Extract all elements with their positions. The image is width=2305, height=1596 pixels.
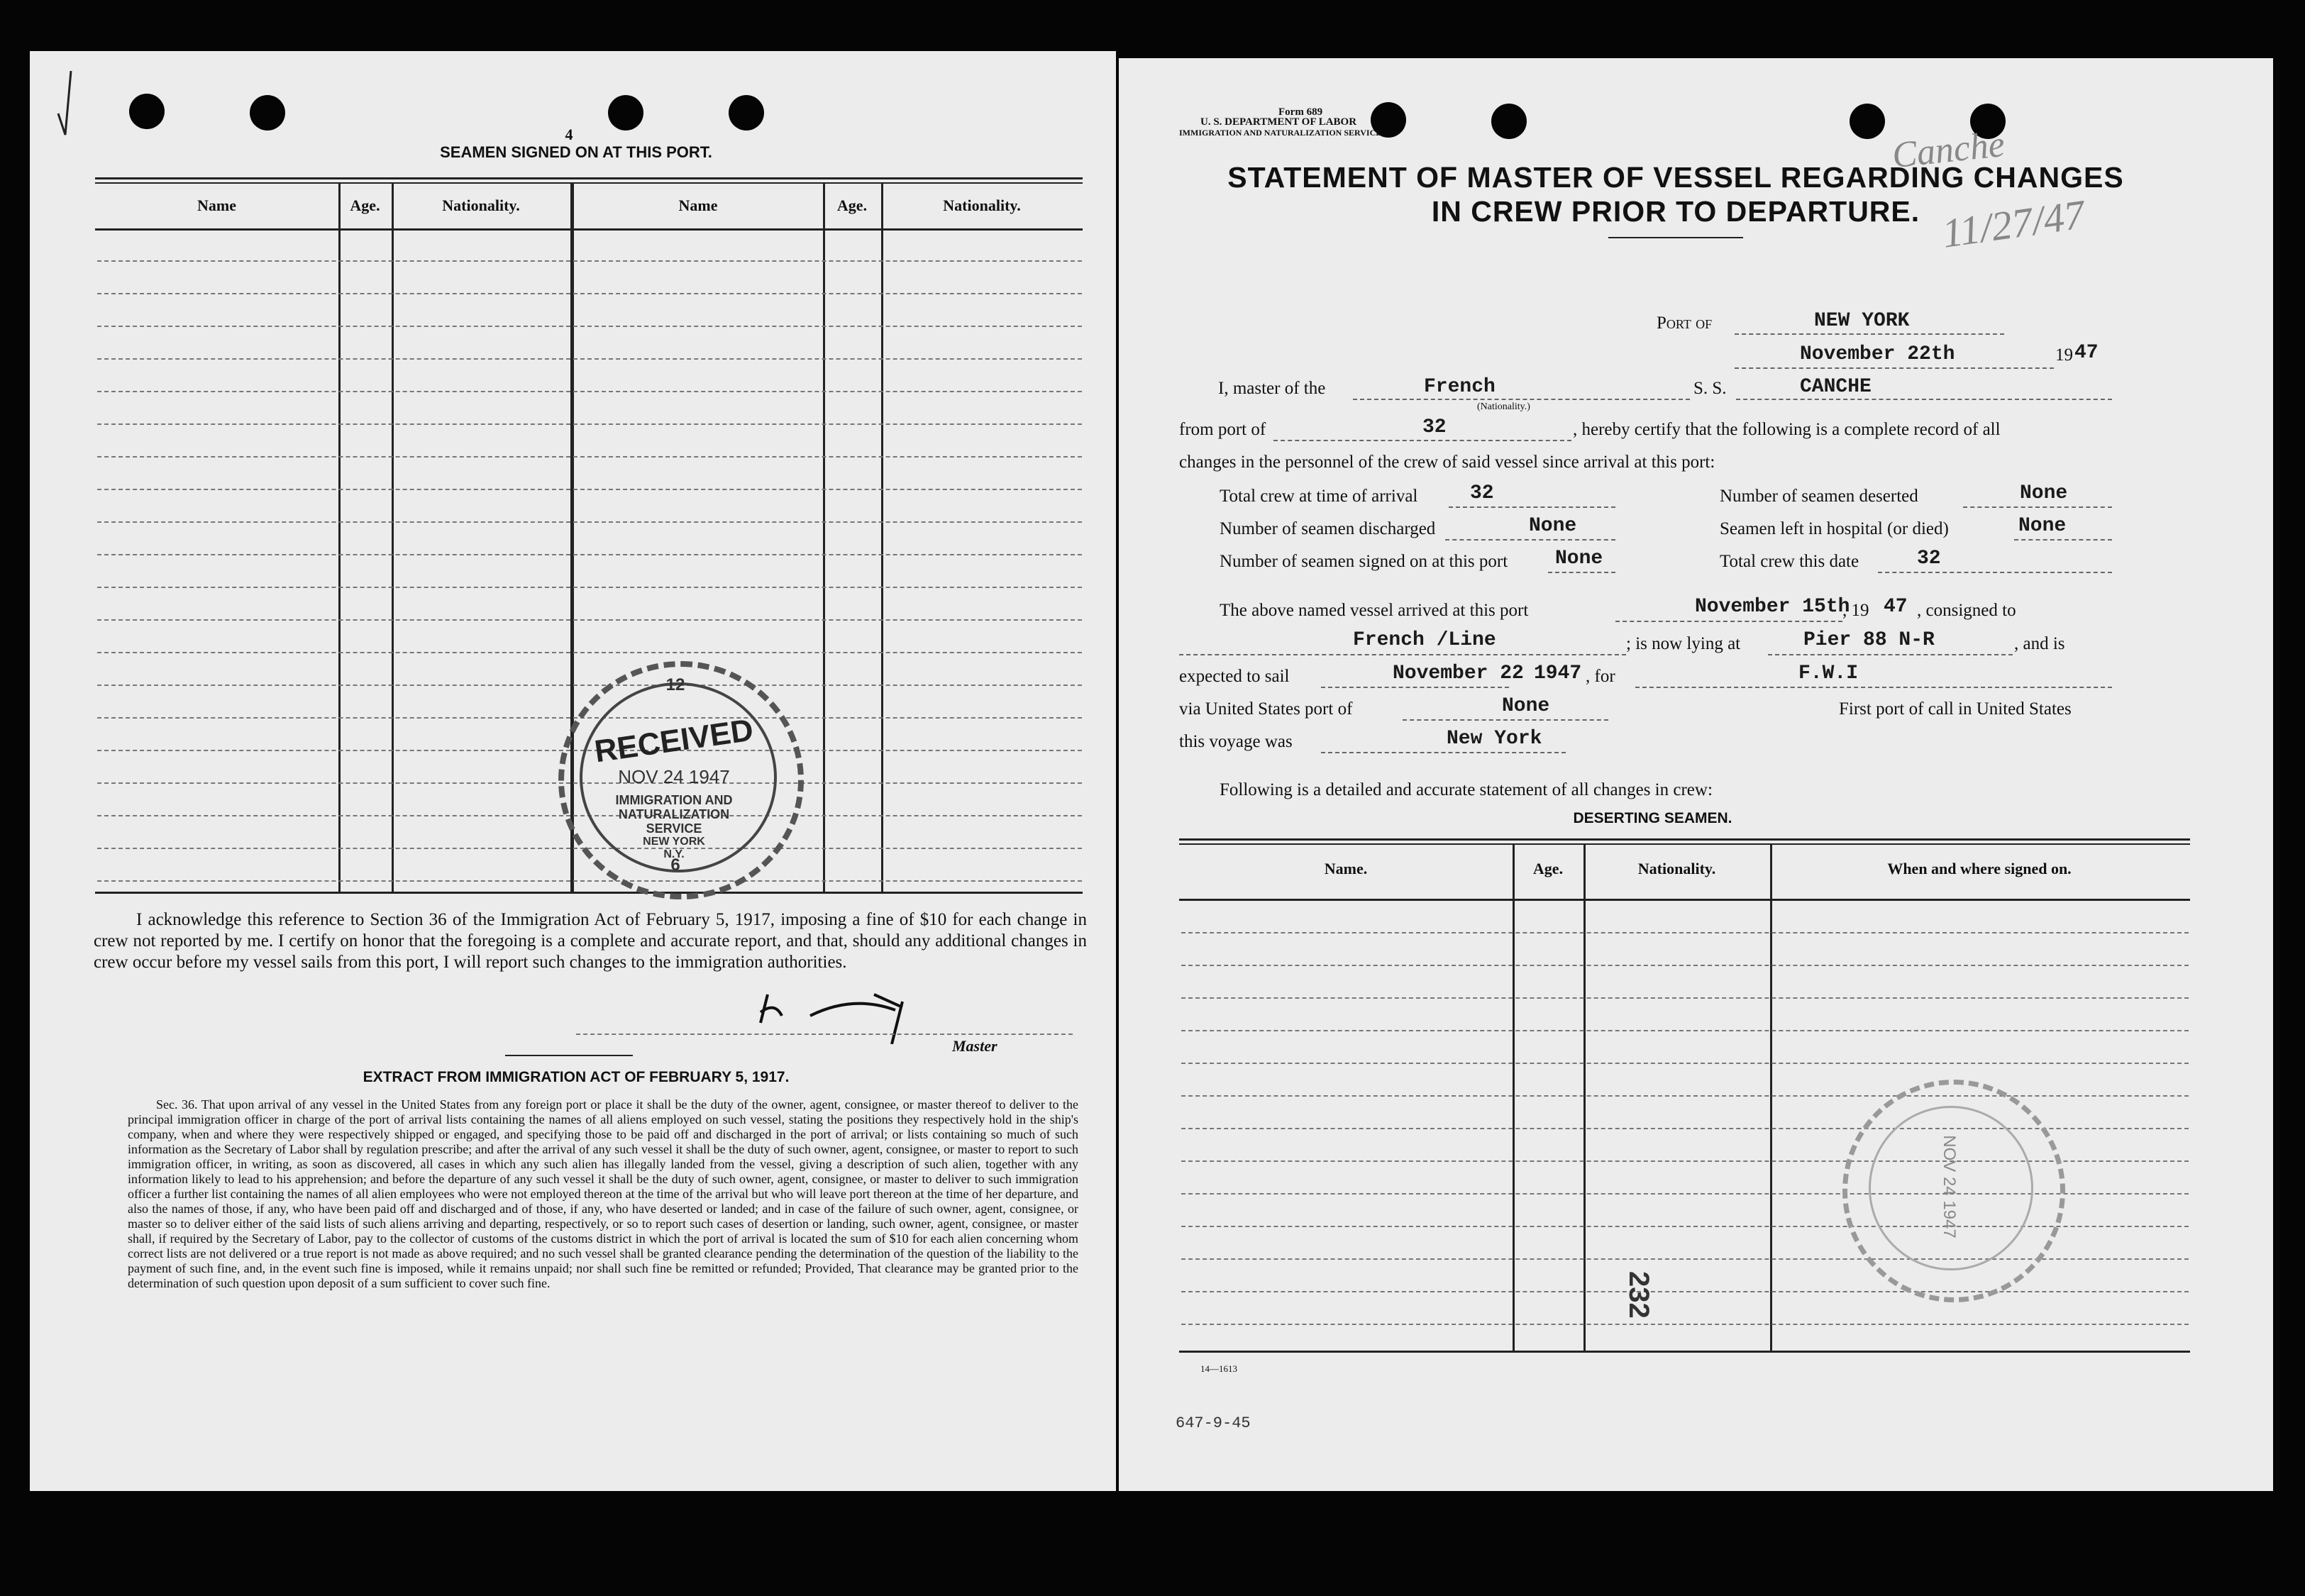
table-top-rule: [1179, 843, 2190, 845]
via-line: [1403, 719, 1608, 721]
discharged-line: [1445, 539, 1615, 541]
table-row: [1181, 1030, 2189, 1031]
table-row: [1181, 1095, 2189, 1097]
table-header-rule: [95, 228, 1083, 231]
dept-line2: IMMIGRATION AND NATURALIZATION SERVICE: [1179, 128, 1382, 138]
certify-text: , hereby certify that the following is a complete record of all: [1573, 420, 2001, 439]
from-port-value: 32: [1422, 416, 1447, 438]
table-row: [1181, 1063, 2189, 1064]
punch-hole: [129, 94, 165, 129]
punch-hole: [1850, 104, 1885, 139]
table-row: [97, 293, 1082, 294]
port-label: Port of: [1657, 314, 1713, 333]
header-nationality: Nationality.: [442, 196, 520, 214]
table-row: [97, 587, 1082, 588]
pier-value: Pier 88 N-R: [1803, 629, 1935, 651]
header-age: Age.: [836, 196, 868, 214]
left-page: [30, 51, 1116, 1491]
punch-hole: [250, 95, 285, 131]
divider: [505, 1055, 633, 1056]
table-row: [1181, 932, 2189, 933]
scan-margin-mark: [50, 64, 78, 142]
table-top-rule: [95, 177, 1083, 179]
master-prefix: I, master of the: [1218, 379, 1326, 398]
stamp-line: NEW YORK: [643, 836, 705, 848]
table-row: [1181, 1291, 2189, 1292]
stamp-clock-bottom: 6: [670, 855, 680, 875]
discharged-label: Number of seamen discharged: [1220, 519, 1436, 538]
column-divider: [1513, 843, 1515, 1351]
deserted-line: [1963, 506, 2112, 508]
table-row: [97, 880, 1082, 882]
stamp-received: RECEIVED: [592, 712, 756, 770]
section-title: SEAMEN SIGNED ON AT THIS PORT.: [440, 143, 712, 161]
table-row: [1181, 1324, 2189, 1325]
header-nationality: Nationality.: [1637, 860, 1716, 877]
via-label: via United States port of: [1179, 699, 1353, 719]
destination-value: F.W.I: [1798, 663, 1859, 685]
arrived-year-prefix: , 19: [1842, 601, 1869, 620]
following-text: Following is a detailed and accurate statement of all changes in crew:: [1220, 780, 1713, 799]
discharged-value: None: [1529, 515, 1577, 537]
column-divider: [338, 182, 341, 892]
first-port-label: First port of call in United States: [1839, 699, 2072, 719]
header-nationality: Nationality.: [943, 196, 1021, 214]
hospital-label: Seamen left in hospital (or died): [1720, 519, 1949, 538]
and-is-label: , and is: [2014, 634, 2065, 653]
changes-text: changes in the personnel of the crew of said vessel since arrival at this port:: [1179, 453, 1715, 472]
port-line: [1735, 333, 2004, 335]
table-row: [97, 652, 1082, 653]
column-divider: [1583, 843, 1586, 1351]
total-arrival-value: 32: [1470, 482, 1494, 504]
stamp-date: NOV 24 1947: [618, 766, 730, 787]
port-value: NEW YORK: [1814, 310, 1910, 332]
handwritten-number: 232: [1623, 1271, 1654, 1319]
table-bottom-rule: [1179, 1351, 2190, 1353]
hospital-line: [2014, 539, 2112, 541]
arrived-value: November 15th: [1695, 596, 1850, 618]
dept-line1: U. S. DEPARTMENT OF LABOR: [1200, 116, 1357, 128]
master-label: Master: [952, 1037, 997, 1055]
table-row: [97, 554, 1082, 555]
form-number: Form 689: [1278, 106, 1323, 118]
table-row: [97, 260, 1082, 262]
handwritten-name: Canche: [1890, 123, 2007, 177]
deserted-label: Number of seamen deserted: [1720, 487, 1918, 506]
header-name: Name: [197, 196, 236, 214]
voyage-line: [1321, 752, 1566, 753]
column-divider: [823, 182, 825, 892]
acknowledgment-text: I acknowledge this reference to Section 36 of the Immigration Act of February 5, 1917, imposing a fine of $10 for each change in crew not reported by me. I certify on honor that the foregoing is a complete and accurate report, and that, should any additional changes in crew occur before my vessel sails from this port, I will report such changes to the immigration authorities.: [94, 910, 1087, 972]
handwritten-date: 11/27/47: [1939, 191, 2088, 257]
column-divider: [1770, 843, 1772, 1351]
table-bottom-rule: [95, 892, 1083, 894]
table-row: [1181, 997, 2189, 999]
bottom-code: 647-9-45: [1176, 1414, 1251, 1432]
table-row: [97, 358, 1082, 360]
date-value: November 22th: [1800, 343, 1955, 365]
arrived-year: 47: [1884, 596, 1908, 618]
deserted-value: None: [2020, 482, 2068, 504]
for-label: , for: [1586, 667, 1615, 686]
total-today-value: 32: [1917, 548, 1941, 570]
table-header-rule: [1179, 899, 2190, 901]
extract-title: EXTRACT FROM IMMIGRATION ACT OF FEBRUARY 5, 1917.: [363, 1069, 790, 1085]
ship-value: CANCHE: [1800, 376, 1872, 398]
sail-year-value: 1947: [1534, 663, 1582, 685]
stamp-line: IMMIGRATION AND: [615, 793, 733, 807]
year-prefix: 19: [2055, 345, 2073, 365]
destination-line: [1635, 687, 2112, 688]
form-title-line2: IN CREW PRIOR TO DEPARTURE.: [1431, 195, 1920, 228]
table-row: [97, 423, 1082, 425]
sail-date-line: [1321, 687, 1509, 688]
right-page: [1119, 58, 2273, 1491]
hospital-value: None: [2018, 515, 2067, 537]
arrived-label: The above named vessel arrived at this port: [1220, 601, 1529, 620]
year-value: 47: [2074, 342, 2099, 364]
received-stamp: [558, 661, 804, 899]
extract-text: Sec. 36. That upon arrival of any vessel in the United States from any foreign port or place it shall be the duty of the owner, agent, consignee, or master thereof to deliver to the principal immigration officer in charge of the port of arrival lists containing the names of all aliens employed on such vessel, stating the positions they respectively hold in the ship's company, when and where they were respectively shipped or engaged, and specifying those to be paid off and discharged in the port of arrival; or lists containing so much of such information as the Secretary of Labor shall by regulation prescribe; and after the arrival of any such vessel it shall be the duty of such owner, agent, consignee, or master to report to such immigration officer, in writing, as soon as discovered, all cases in which any such alien has illegally landed from the vessel, giving a description of such alien, together with any information likely to lead to his apprehension; and before the departure of any such vessel it shall be the duty of such owner, agent, consignee, or master to deliver to such immigration officer a further list containing the names of all alien employees who were not employed thereon at the time of the arrival but who will leave port thereon at the time of her departure, and also the names of those, if any, who have been paid off and discharged and of those, if any, who have deserted or landed; and in case of the failure of such owner, agent, consignee, or master so to deliver either of the said lists of such aliens arriving and departing, respectively, or so to report such cases of desertion or landing, such owner, agent, consignee, or master shall, if required by the Secretary of Labor, pay to the collector of customs of the customs district in which the port of arrival is located the sum of $10 for each alien concerning whom correct lists are not delivered or a true report is not made as above required; and no such vessel shall be granted clearance pending the determination of the question of the liability to the payment of such fine, and, in the event such fine is imposed, while it remains unpaid; nor shall such fine be remitted or refunded; Provided, That clearance may be granted prior to the determination of such question upon deposit of a sum sufficient to cover such fine.: [128, 1097, 1078, 1290]
from-port-line: [1273, 440, 1571, 441]
total-arrival-line: [1449, 506, 1615, 508]
table-row: [97, 326, 1082, 327]
expected-label: expected to sail: [1179, 667, 1290, 686]
total-today-label: Total crew this date: [1720, 552, 1859, 571]
punch-hole: [1491, 104, 1527, 139]
ship-line: [1736, 399, 2112, 400]
nationality-value: French: [1424, 376, 1496, 398]
consignee-line: [1179, 654, 1626, 655]
via-value: None: [1502, 695, 1550, 717]
voyage-label: this voyage was: [1179, 732, 1293, 751]
punch-hole: [608, 95, 643, 131]
signed-on-line: [1548, 572, 1615, 573]
voyage-value: New York: [1447, 728, 1542, 750]
table-row: [97, 619, 1082, 621]
punch-hole: [729, 95, 764, 131]
total-today-line: [1878, 572, 2112, 573]
nationality-caption: (Nationality.): [1477, 401, 1530, 412]
print-code: 14—1613: [1200, 1363, 1237, 1374]
deserting-title: DESERTING SEAMEN.: [1573, 810, 1732, 826]
form-title-line1: STATEMENT OF MASTER OF VESSEL REGARDING CHANGES: [1227, 161, 2124, 194]
pier-line: [1768, 654, 2013, 655]
table-row: [97, 521, 1082, 523]
header-age: Age.: [350, 196, 380, 214]
ss-label: S. S.: [1693, 379, 1727, 398]
column-divider: [392, 182, 394, 892]
signature-line: [576, 1033, 1073, 1035]
lying-label: ; is now lying at: [1626, 634, 1741, 653]
date-line: [1735, 367, 2054, 369]
header-name: Name: [678, 196, 718, 214]
stamp-clock-top: 12: [665, 675, 685, 694]
faint-date-stamp: [1842, 1080, 2065, 1302]
stamp-line: NATURALIZATION: [618, 807, 730, 821]
table-top-rule: [95, 182, 1083, 184]
nationality-line: [1353, 399, 1690, 400]
header-age: Age.: [1532, 860, 1564, 877]
column-divider: [881, 182, 883, 892]
table-row: [97, 489, 1082, 490]
page-number: 4: [565, 126, 573, 143]
stamp-line: N.Y.: [663, 848, 685, 860]
table-row: [97, 456, 1082, 458]
header-name: Name.: [1324, 860, 1368, 877]
stamp-line: SERVICE: [646, 821, 702, 836]
title-underline: [1608, 237, 1743, 238]
table-row: [1181, 965, 2189, 966]
table-row: [97, 391, 1082, 392]
header-when-where: When and where signed on.: [1887, 860, 2072, 877]
consigned-label: , consigned to: [1917, 601, 2016, 620]
arrived-line: [1615, 621, 1842, 622]
from-port-label: from port of: [1179, 420, 1266, 439]
consignee-value: French /Line: [1353, 629, 1496, 651]
total-arrival-label: Total crew at time of arrival: [1220, 487, 1418, 506]
signed-on-value: None: [1555, 548, 1603, 570]
faint-stamp-date: NOV 24 1947: [1940, 1135, 1959, 1238]
signed-on-label: Number of seamen signed on at this port: [1220, 552, 1508, 571]
sail-date-value: November 22: [1393, 663, 1524, 685]
table-top-rule: [1179, 838, 2190, 841]
